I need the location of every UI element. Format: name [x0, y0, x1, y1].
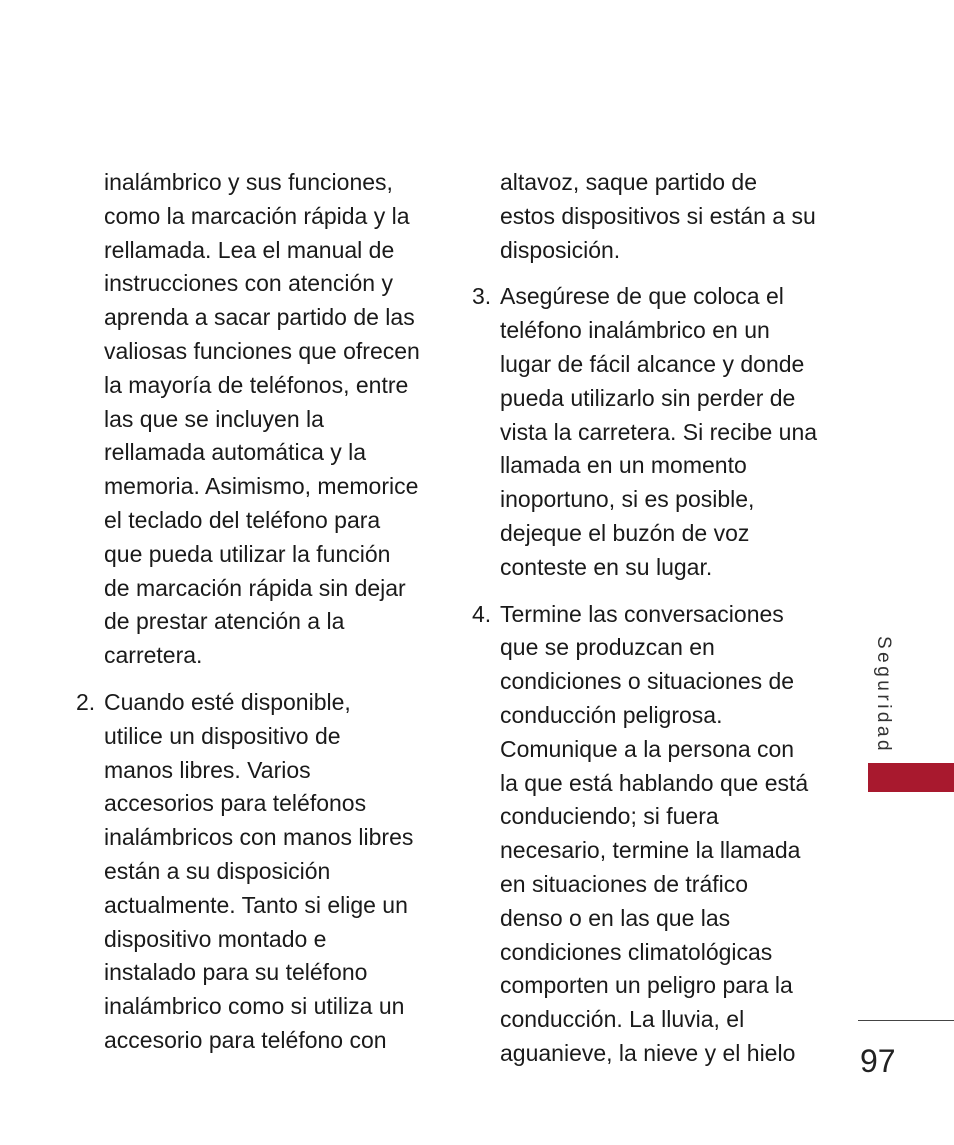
- text-line: teléfono inalámbrico en un: [500, 317, 770, 344]
- text-line: aprenda a sacar partido de las: [104, 304, 415, 331]
- text-line: el teclado del teléfono para: [104, 506, 381, 533]
- text-line: necesario, termine la llamada: [500, 837, 801, 864]
- list-item-text: [500, 598, 842, 1071]
- text-line: accesorio para teléfono con: [104, 1026, 387, 1053]
- list-item-4: [472, 598, 842, 1071]
- text-line: conteste en su lugar.: [500, 553, 713, 580]
- text-line: utilice un dispositivo de: [104, 722, 341, 749]
- text-line: Comunique a la persona con: [500, 735, 795, 762]
- list-number: 2.: [76, 688, 96, 715]
- text-line: vista la carretera. Si recibe una: [500, 418, 818, 445]
- text-line: que pueda utilizar la función: [104, 540, 391, 567]
- list-number: 3.: [472, 283, 492, 310]
- text-line: estos dispositivos si están a su: [500, 202, 816, 229]
- list-item-text: [500, 280, 842, 584]
- section-label: [872, 636, 902, 756]
- text-line: de marcación rápida sin dejar: [104, 574, 406, 601]
- text-line: carretera.: [104, 642, 203, 669]
- list-item-3: [472, 280, 842, 584]
- text-line: en situaciones de tráfico: [500, 870, 749, 897]
- text-line: memoria. Asimismo, memorice: [104, 473, 419, 500]
- text-line: denso o en las que las: [500, 904, 731, 931]
- paragraph-continuation-right: [472, 166, 842, 267]
- text-line: condiciones o situaciones de: [500, 668, 795, 695]
- text-line: conducción peligrosa.: [500, 701, 723, 728]
- text-line: de prestar atención a la: [104, 608, 345, 635]
- text-line: inoportuno, si es posible,: [500, 486, 755, 513]
- text-line: rellamada automática y la: [104, 439, 367, 466]
- footer-divider: [858, 1020, 954, 1021]
- text-line: dispositivo montado e: [104, 925, 327, 952]
- text-line: instalado para su teléfono: [104, 959, 368, 986]
- text-line: inalámbrico como si utiliza un: [104, 993, 405, 1020]
- text-line: pueda utilizarlo sin perder de: [500, 384, 796, 411]
- text-line: accesorios para teléfonos: [104, 790, 367, 817]
- text-line: comporten un peligro para la: [500, 972, 793, 999]
- text-line: conducción. La lluvia, el: [500, 1006, 745, 1033]
- text-line: condiciones climatológicas: [500, 938, 773, 965]
- list-item-text: [104, 686, 436, 1058]
- text-line: aguanieve, la nieve y el hielo: [500, 1039, 796, 1066]
- text-line: las que se incluyen la: [104, 405, 324, 432]
- text-line: dejeque el buzón de voz: [500, 519, 750, 546]
- left-column: [76, 166, 436, 1071]
- text-line: inalámbricos con manos libres: [104, 824, 414, 851]
- page-number: 97: [860, 1043, 896, 1079]
- text-line: la que está hablando que está: [500, 769, 809, 796]
- section-label-text: Seguridad: [873, 636, 894, 755]
- text-line: llamada en un momento: [500, 452, 747, 479]
- right-column: [472, 166, 842, 1084]
- paragraph-continuation-left: [76, 166, 436, 673]
- text-line: valiosas funciones que ofrecen: [104, 337, 420, 364]
- text-line: conduciendo; si fuera: [500, 803, 719, 830]
- text-line: actualmente. Tanto si elige un: [104, 891, 408, 918]
- text-line: la mayoría de teléfonos, entre: [104, 371, 409, 398]
- text-line: manos libres. Varios: [104, 756, 311, 783]
- text-line: inalámbrico y sus funciones,: [104, 169, 393, 195]
- text-line: disposición.: [500, 236, 621, 263]
- list-item-2: [76, 686, 436, 1058]
- text-line: lugar de fácil alcance y donde: [500, 350, 805, 377]
- text-line: altavoz, saque partido de: [500, 169, 758, 195]
- text-line: Asegúrese de que coloca el: [500, 283, 784, 310]
- section-tab-marker: [868, 763, 954, 792]
- text-line: instrucciones con atención y: [104, 270, 393, 297]
- text-line: rellamada. Lea el manual de: [104, 236, 395, 263]
- text-line: que se produzcan en: [500, 634, 715, 661]
- text-line: están a su disposición: [104, 857, 331, 884]
- list-number: 4.: [472, 600, 492, 627]
- text-line: como la marcación rápida y la: [104, 202, 410, 229]
- text-line: Cuando esté disponible,: [104, 688, 351, 715]
- text-line: Termine las conversaciones: [500, 600, 784, 627]
